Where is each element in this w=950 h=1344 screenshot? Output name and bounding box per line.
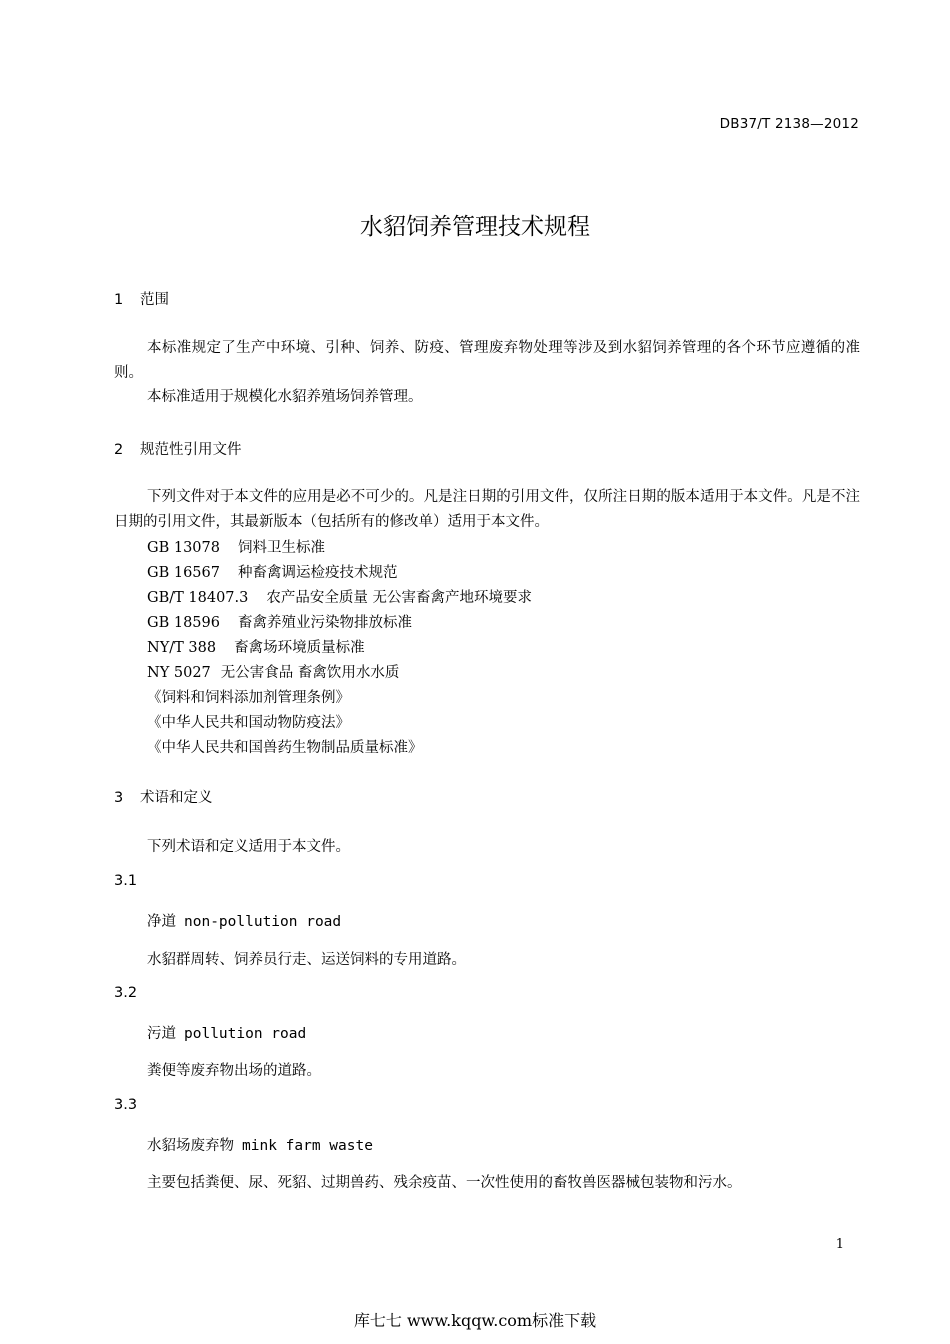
term-english: pollution road <box>184 1026 307 1042</box>
reference-title: 畜禽养殖业污染物排放标准 <box>237 615 412 631</box>
term-definition: 粪便等废弃物出场的道路。 <box>147 1063 321 1079</box>
reference-code: GB 16567 <box>147 565 220 581</box>
reference-title: 种畜禽调运检疫技术规范 <box>237 565 398 581</box>
section-title: 规范性引用文件 <box>140 442 242 458</box>
paragraph: 下列文件对于本文件的应用是必不可少的。凡是注日期的引用文件，仅所注日期的版本适用于本文件。凡是不注日期的引用文件，其最新版本（包括所有的修改单）适用于本文件。 <box>114 489 860 530</box>
reference-item <box>147 711 350 732</box>
section-heading <box>114 438 242 459</box>
reference-item <box>147 686 350 707</box>
term-definition: 水貂群周转、饲养员行走、运送饲料的专用道路。 <box>147 952 466 968</box>
footer-watermark: 库七七 www.kqqw.com标准下载 <box>353 1311 597 1330</box>
reference-item <box>147 636 365 657</box>
reference-item <box>147 586 532 607</box>
document-title: 水貂饲养管理技术规程 <box>360 214 590 240</box>
clause-number: 3.1 <box>114 873 138 889</box>
document-code: DB37/T 2138—2012 <box>719 116 859 132</box>
section-number: 1 <box>114 292 124 308</box>
section-title: 范围 <box>140 292 169 308</box>
term-chinese: 污道 <box>147 1026 176 1042</box>
section-heading <box>114 288 169 309</box>
reference-code: GB/T 18407.3 <box>147 590 249 606</box>
reference-code: NY 5027 <box>147 665 211 681</box>
reference-code: GB 18596 <box>147 615 220 631</box>
term-english: non-pollution road <box>184 914 342 930</box>
section-number: 3 <box>114 790 124 806</box>
section-heading <box>114 786 213 807</box>
reference-item <box>147 611 412 632</box>
clause-number: 3.2 <box>114 985 138 1001</box>
reference-title: 《饲料和饲料添加剂管理条例》 <box>147 690 350 706</box>
term-entry <box>147 1134 373 1155</box>
paragraph: 本标准适用于规模化水貂养殖场饲养管理。 <box>147 389 423 405</box>
reference-title: 农产品安全质量 无公害畜禽产地环境要求 <box>266 590 532 606</box>
term-entry <box>147 1022 306 1043</box>
reference-item <box>147 561 397 582</box>
reference-item <box>147 736 423 757</box>
reference-code: NY/T 388 <box>147 640 217 656</box>
reference-title: 饲料卫生标准 <box>237 540 325 556</box>
term-entry <box>147 910 341 931</box>
clause-number: 3.3 <box>114 1097 138 1113</box>
reference-title: 畜禽场环境质量标准 <box>234 640 365 656</box>
term-chinese: 净道 <box>147 914 176 930</box>
term-english: mink farm waste <box>242 1138 373 1154</box>
term-chinese: 水貂场废弃物 <box>147 1138 234 1154</box>
paragraph: 下列术语和定义适用于本文件。 <box>147 839 350 855</box>
reference-code: GB 13078 <box>147 540 220 556</box>
reference-item <box>147 536 325 557</box>
reference-title: 无公害食品 畜禽饮用水水质 <box>220 665 400 681</box>
section-number: 2 <box>114 442 124 458</box>
page-number: 1 <box>835 1237 844 1252</box>
reference-title: 《中华人民共和国动物防疫法》 <box>147 715 350 731</box>
section-title: 术语和定义 <box>140 790 213 806</box>
reference-item <box>147 661 399 682</box>
paragraph: 本标准规定了生产中环境、引种、饲养、防疫、管理废弃物处理等涉及到水貂饲养管理的各个环节应遵循的准则。 <box>114 340 860 381</box>
reference-title: 《中华人民共和国兽药生物制品质量标准》 <box>147 740 423 756</box>
term-definition: 主要包括粪便、尿、死貂、过期兽药、残余疫苗、一次性使用的畜牧兽医器械包装物和污水。 <box>147 1175 742 1191</box>
